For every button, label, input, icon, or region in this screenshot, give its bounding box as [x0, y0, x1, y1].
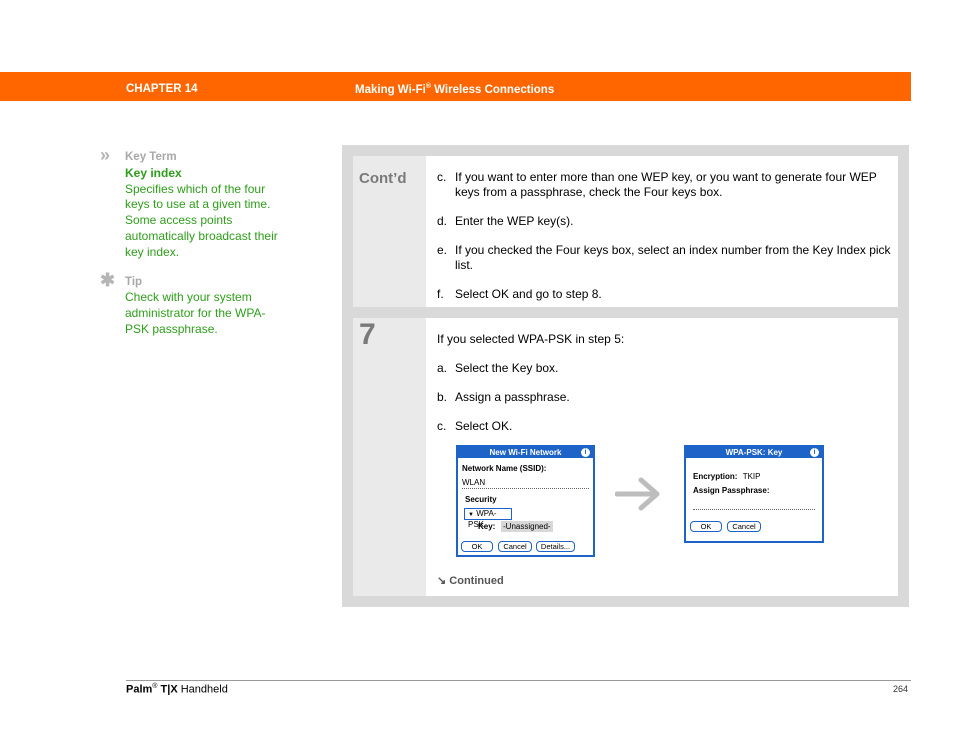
new-wifi-network-screenshot [456, 445, 595, 557]
key-label: Key: [478, 522, 496, 531]
footer-divider [126, 680, 911, 681]
page-number: 264 [893, 684, 909, 694]
security-select[interactable]: ▼ WPA-PSK [464, 508, 512, 520]
list-item: f. Select OK and go to step 8. [437, 287, 602, 301]
asterisk-icon: ✱ [100, 269, 116, 290]
ok-button[interactable]: OK [690, 521, 722, 532]
step-7-steps [437, 332, 895, 448]
triangle-down-icon: ▼ [468, 512, 474, 518]
step-number: 7 [359, 318, 376, 351]
chapter-title: Making Wi-Fi® Wireless Connections [355, 83, 555, 96]
details-button[interactable]: Details... [536, 541, 575, 552]
key-field[interactable]: -Unassigned- [503, 522, 551, 531]
tip-block [100, 269, 280, 338]
tip-label: Tip [125, 275, 143, 288]
sidebar [100, 145, 280, 338]
list-item: c. If you want to enter more than one WEP key, or you want to generate four WEP keys from a passphrase, check the Four keys box. [437, 170, 877, 199]
screen-title: New Wi-Fi Network i [458, 447, 593, 458]
key-term-word: Key index [125, 165, 182, 180]
ok-button[interactable]: OK [461, 541, 493, 552]
chapter-header-bar [0, 72, 911, 101]
contd-label: Cont’d [359, 170, 407, 187]
chapter-label: CHAPTER 14 [126, 83, 198, 95]
double-chevron-icon: » [100, 145, 111, 165]
passphrase-field[interactable] [693, 509, 815, 510]
ssid-label: Network Name (SSID): [462, 464, 547, 473]
key-term-label: Key Term [125, 151, 177, 163]
down-right-arrow-icon: ↘ [437, 575, 447, 587]
info-icon: i [810, 448, 819, 457]
cancel-button[interactable]: Cancel [727, 521, 761, 532]
key-term-definition: Specifies which of the four keys to use at a given time. Some access points automatically broadcast their key index. [125, 181, 278, 259]
contd-steps [437, 170, 895, 316]
right-arrow-icon [615, 474, 665, 514]
key-term-block [100, 145, 280, 261]
ssid-value: WLAN [462, 478, 486, 487]
tip-text: Check with your system administrator for the WPA-PSK passphrase. [125, 290, 266, 336]
encryption-row: Encryption: TKIP [693, 472, 761, 481]
step-intro: If you selected WPA-PSK in step 5: [437, 332, 625, 346]
list-item: e. If you checked the Four keys box, select an index number from the Key Index pick list. [437, 243, 891, 272]
list-item: a. Select the Key box. [437, 361, 559, 375]
cancel-button[interactable]: Cancel [498, 541, 532, 552]
footer-product: Palm® T|X Handheld [126, 683, 228, 696]
security-label: Security [465, 495, 497, 504]
screen-title: WPA-PSK: Key i [686, 447, 822, 458]
list-item: d. Enter the WEP key(s). [437, 214, 574, 228]
wpa-psk-key-screenshot [684, 445, 824, 543]
list-item: b. Assign a passphrase. [437, 390, 570, 404]
list-item: c. Select OK. [437, 419, 513, 433]
info-icon: i [581, 448, 590, 457]
contd-row [353, 156, 898, 307]
continued-indicator[interactable]: ↘ Continued [437, 575, 504, 587]
passphrase-label: Assign Passphrase: [693, 486, 770, 495]
